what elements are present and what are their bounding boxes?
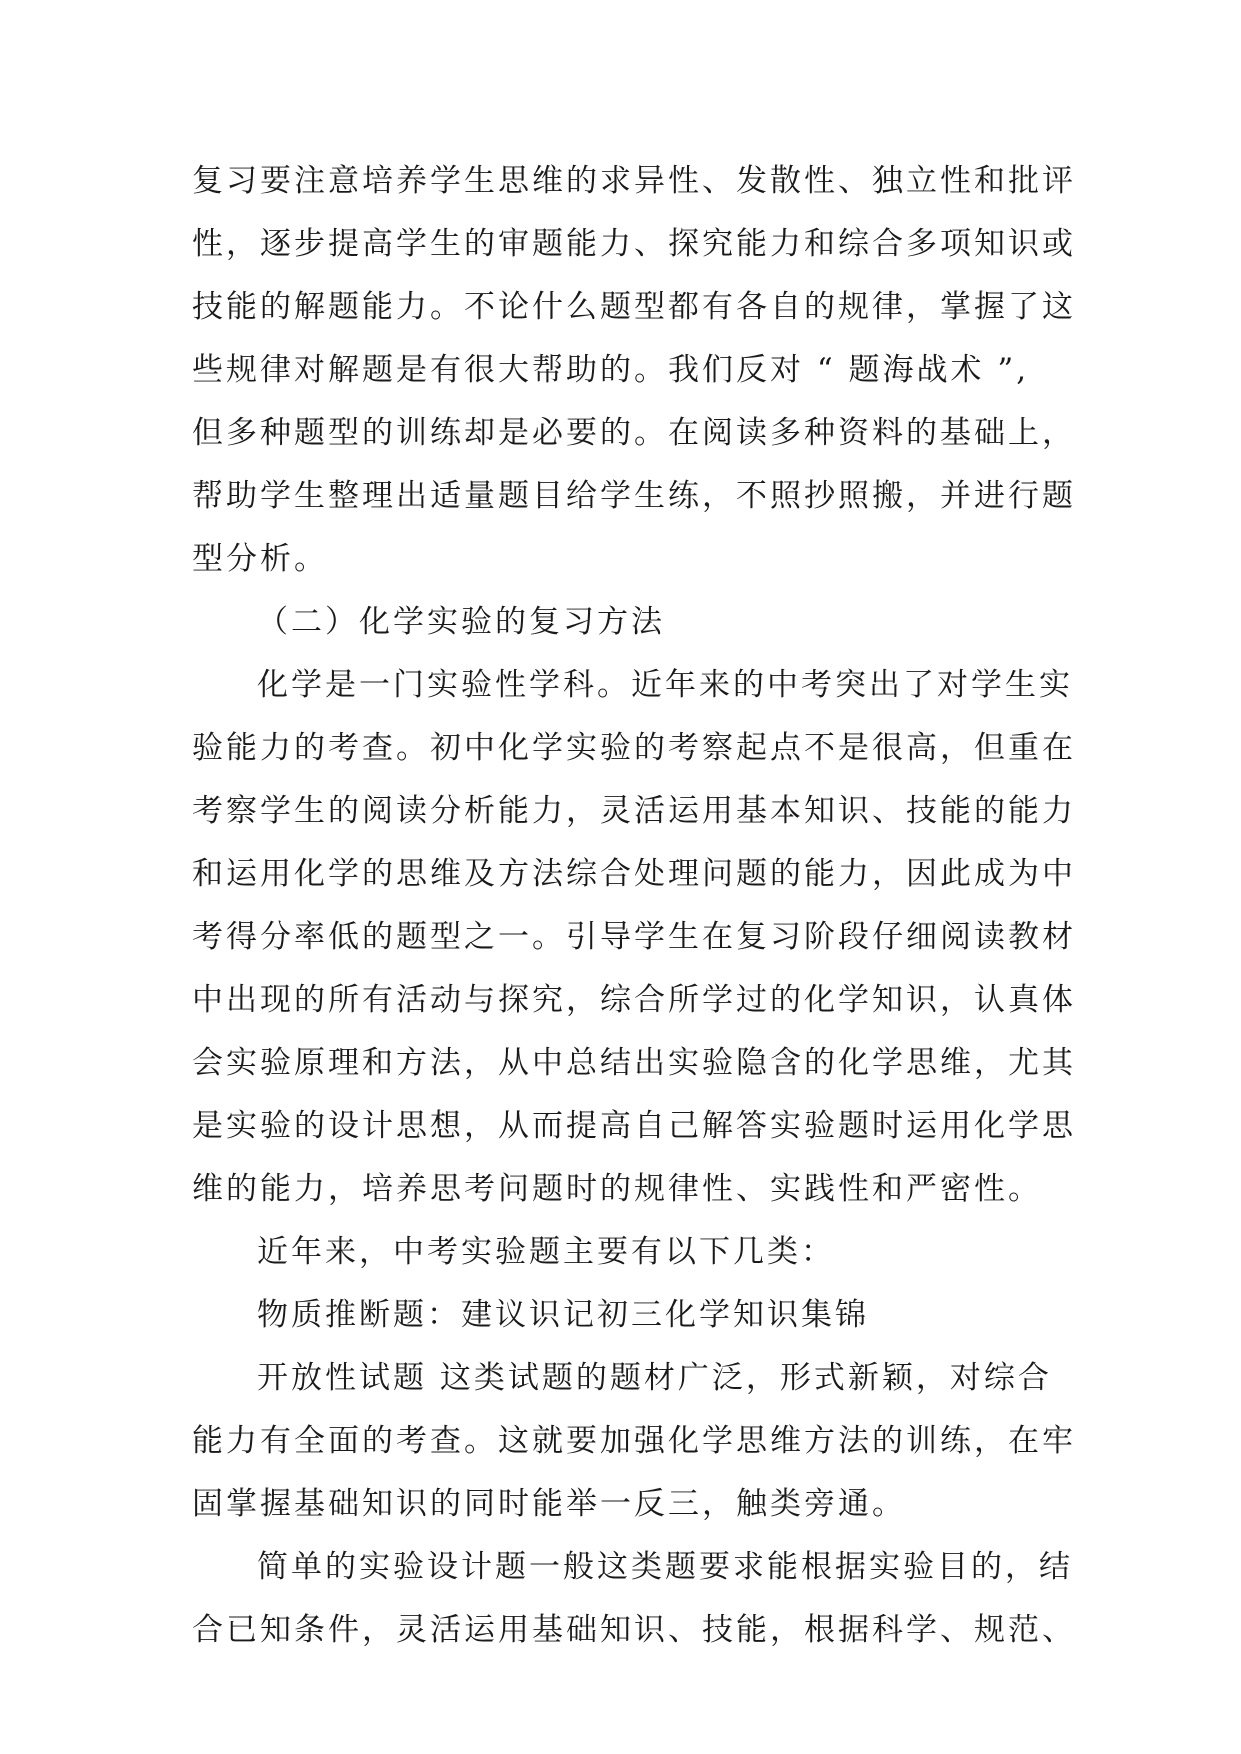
text-line: 考得分率低的题型之一。引导学生在复习阶段仔细阅读教材 xyxy=(192,919,1076,955)
text-line: 开放性试题 这类试题的题材广泛，形式新颖，对综合 xyxy=(257,1360,1052,1396)
text-line: 物质推断题：建议识记初三化学知识集锦 xyxy=(257,1297,869,1333)
text-line: 近年来，中考实验题主要有以下几类： xyxy=(257,1234,835,1270)
text-line: 合已知条件，灵活运用基础知识、技能，根据科学、规范、 xyxy=(192,1612,1076,1648)
text-line: 帮助学生整理出适量题目给学生练，不照抄照搬，并进行题 xyxy=(192,478,1076,514)
text-line: 会实验原理和方法，从中总结出实验隐含的化学思维，尤其 xyxy=(192,1045,1076,1081)
section-heading: （二）化学实验的复习方法 xyxy=(257,604,665,640)
text-line: 技能的解题能力。不论什么题型都有各自的规律，掌握了这 xyxy=(192,289,1076,325)
text-line: 维的能力，培养思考问题时的规律性、实践性和严密性。 xyxy=(192,1171,1042,1207)
body-text xyxy=(192,150,1076,1662)
text-line: 能力有全面的考查。这就要加强化学思维方法的训练，在牢 xyxy=(192,1423,1076,1459)
text-line: 但多种题型的训练却是必要的。在阅读多种资料的基础上， xyxy=(192,415,1076,451)
text-line: 是实验的设计思想，从而提高自己解答实验题时运用化学思 xyxy=(192,1108,1076,1144)
text-line: 固掌握基础知识的同时能举一反三，触类旁通。 xyxy=(192,1486,906,1522)
text-line: 验能力的考查。初中化学实验的考察起点不是很高，但重在 xyxy=(192,730,1076,766)
text-line: 些规律对解题是有很大帮助的。我们反对 “ 题海战术 ”, xyxy=(192,352,1030,388)
text-line: 性，逐步提高学生的审题能力、探究能力和综合多项知识或 xyxy=(192,226,1076,262)
text-line: 化学是一门实验性学科。近年来的中考突出了对学生实 xyxy=(257,667,1073,703)
text-line: 和运用化学的思维及方法综合处理问题的能力，因此成为中 xyxy=(192,856,1076,892)
text-line: 复习要注意培养学生思维的求异性、发散性、独立性和批评 xyxy=(192,163,1076,199)
text-line: 考察学生的阅读分析能力，灵活运用基本知识、技能的能力 xyxy=(192,793,1076,829)
text-line: 中出现的所有活动与探究，综合所学过的化学知识，认真体 xyxy=(192,982,1076,1018)
text-line: 简单的实验设计题一般这类题要求能根据实验目的，结 xyxy=(257,1549,1073,1585)
text-line: 型分析。 xyxy=(192,541,328,577)
